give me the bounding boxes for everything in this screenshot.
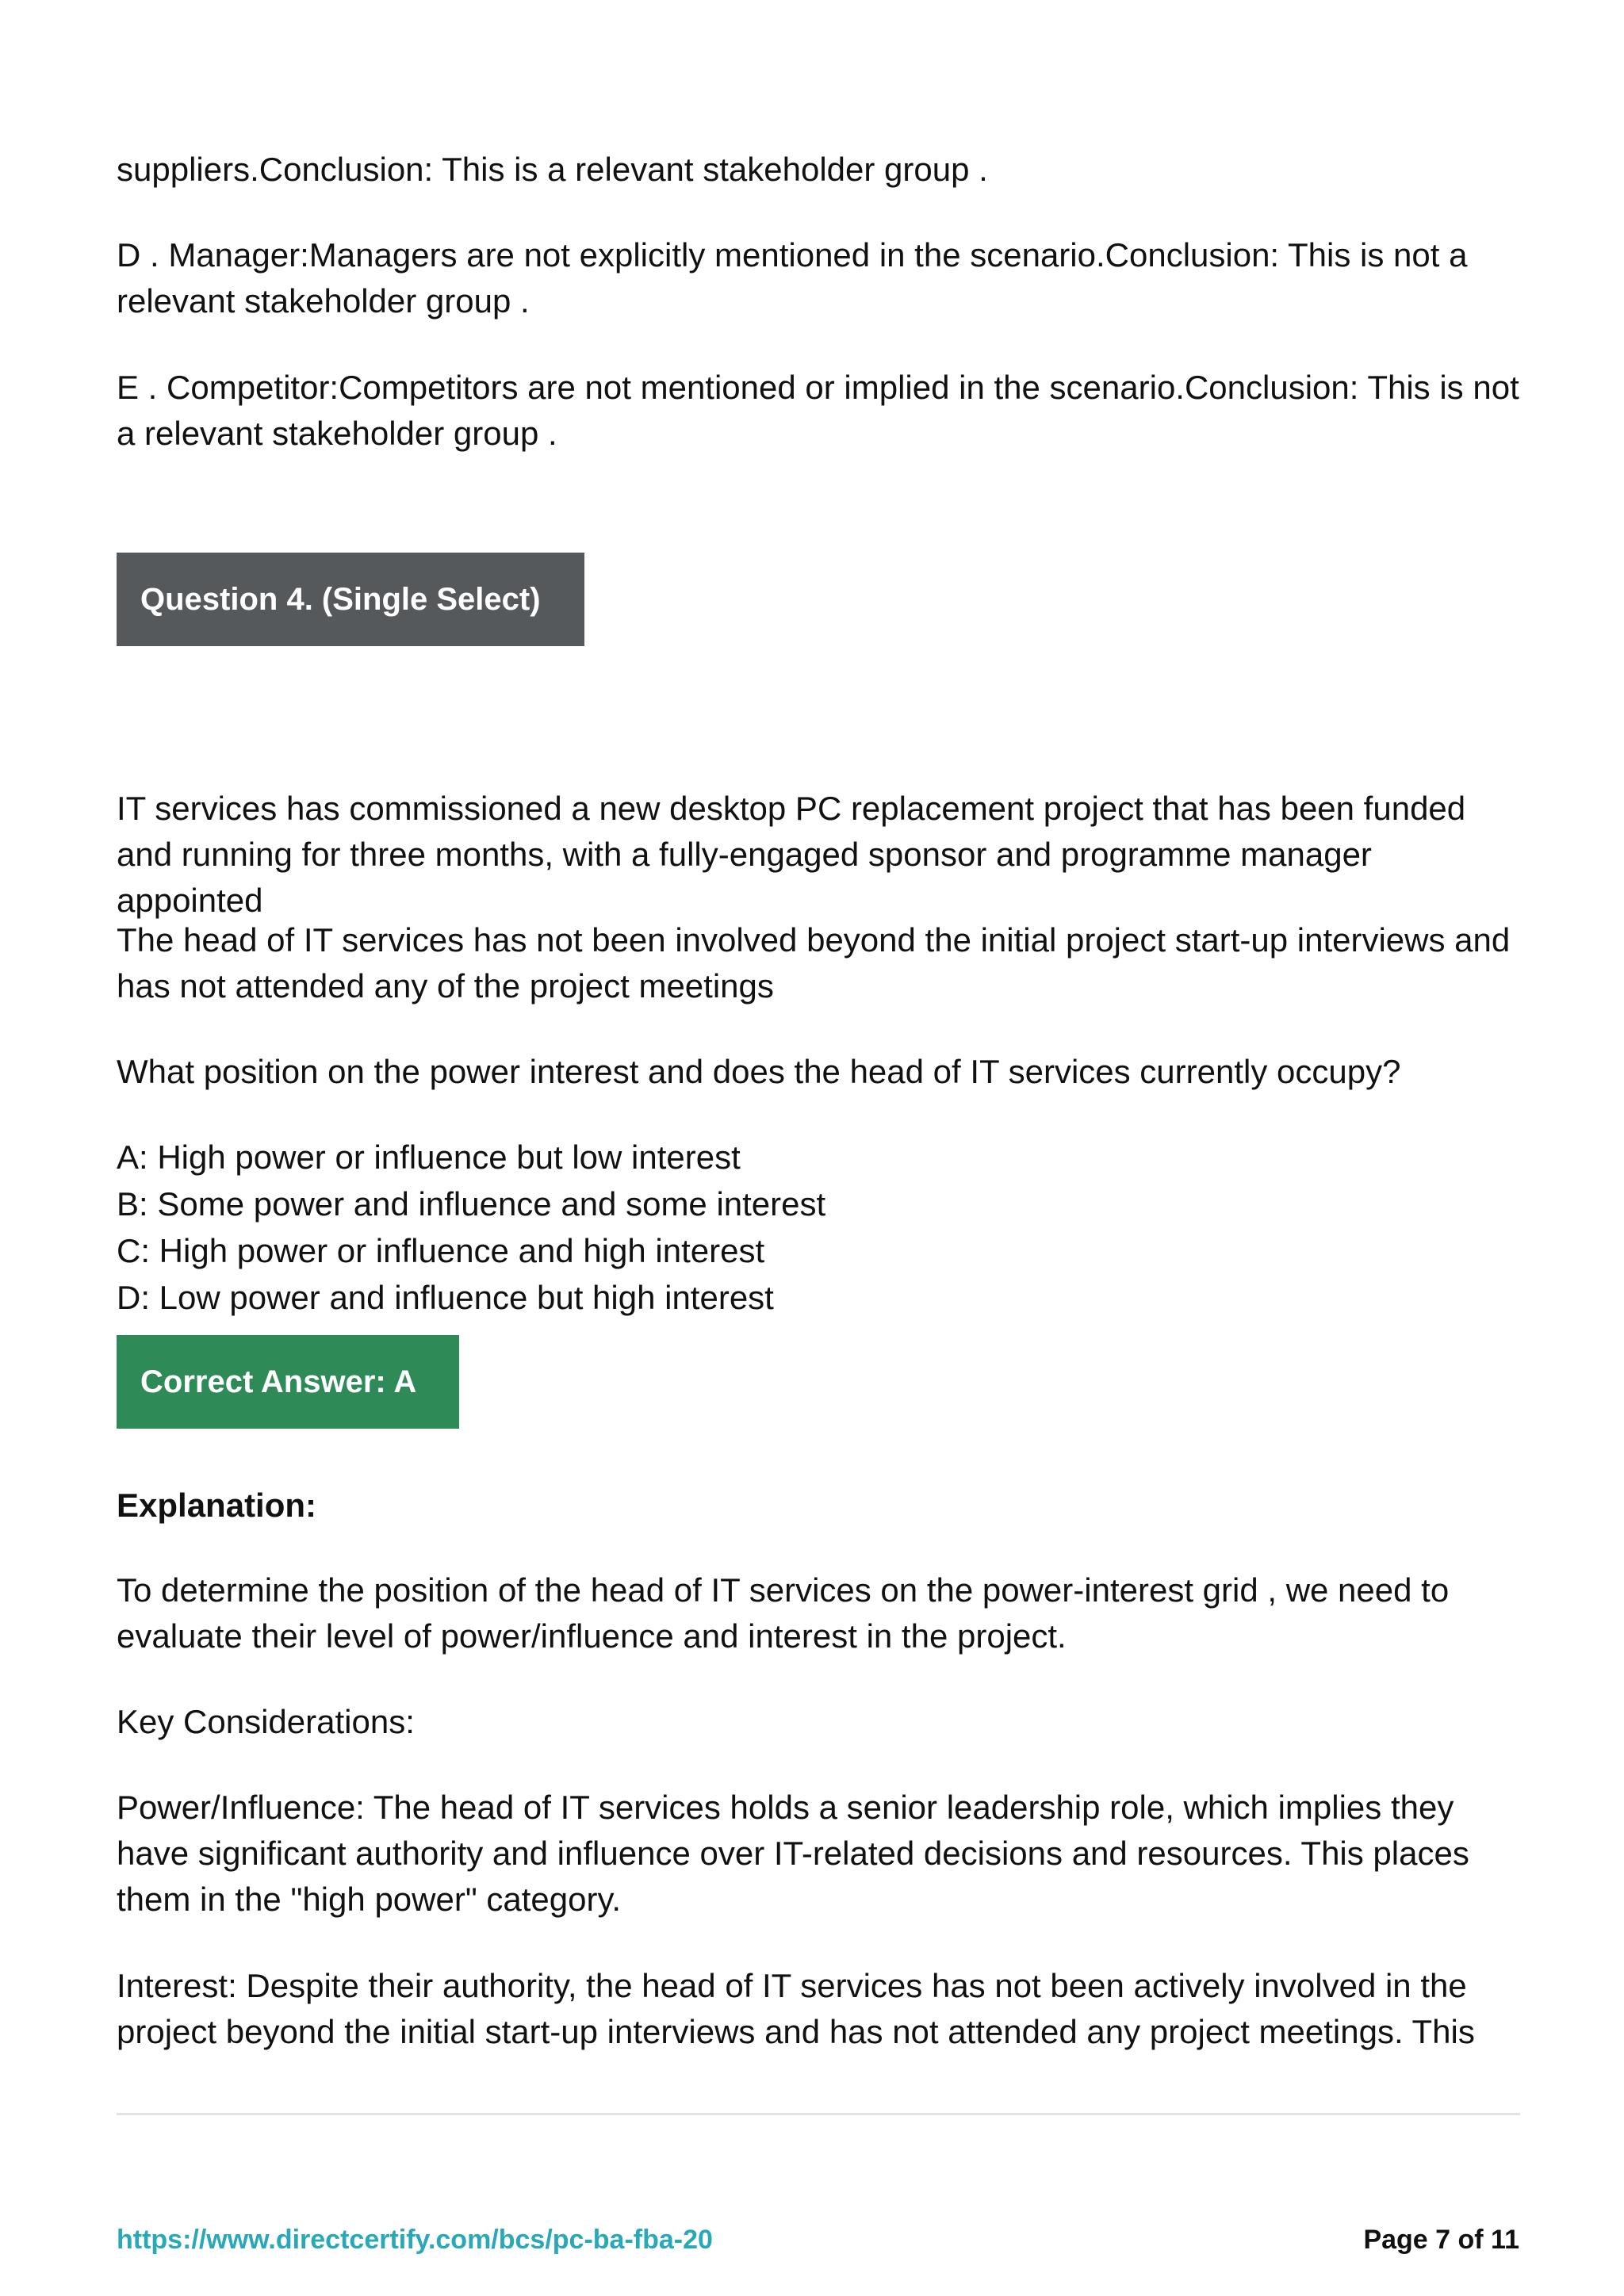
question-stem-2: The head of IT services has not been involved beyond the initial project start-up interviews and has not attended any of the project meetings xyxy=(117,921,1511,1004)
paragraph-competitor: E . Competitor:Competitors are not mentioned or implied in the scenario.Conclusion: This is not a relevant stakeholder group . xyxy=(117,369,1519,452)
option-c: C: High power or influence and high interest xyxy=(117,1232,765,1269)
paragraph-suppliers-conclusion: suppliers.Conclusion: This is a relevant stakeholder group . xyxy=(117,151,988,188)
footer-url-link[interactable]: https://www.directcertify.com/bcs/pc-ba-fba-20 xyxy=(117,2225,713,2255)
option-d: D: Low power and influence but high interest xyxy=(117,1279,774,1316)
explanation-paragraph-2: Key Considerations: xyxy=(117,1703,415,1740)
page-number: Page 7 of 11 xyxy=(1363,2225,1519,2255)
paragraph-manager: D . Manager:Managers are not explicitly mentioned in the scenario.Conclusion: This is not a relevant stakeholder group . xyxy=(117,236,1468,320)
explanation-paragraph-1: To determine the position of the head of IT services on the power-interest grid , we need to evaluate their level of power/influence and interest in the project. xyxy=(117,1571,1450,1655)
explanation-heading: Explanation: xyxy=(117,1487,317,1524)
correct-answer-badge: Correct Answer: A xyxy=(117,1335,459,1429)
question-stem-3: What position on the power interest and does the head of IT services currently occupy? xyxy=(117,1053,1401,1090)
option-a: A: High power or influence but low interest xyxy=(117,1138,741,1176)
question-badge: Question 4. (Single Select) xyxy=(117,553,584,646)
explanation-paragraph-3: Power/Influence: The head of IT services holds a senior leadership role, which implies they have significant authority and influence over IT-related decisions and resources. This places them in the "high power" category. xyxy=(117,1789,1469,1918)
explanation-paragraph-4: Interest: Despite their authority, the head of IT services has not been actively involved in the project beyond the initial start-up interviews and has not attended any project meetings. This xyxy=(117,1967,1475,2050)
question-stem-1: IT services has commissioned a new desktop PC replacement project that has been funded and running for three months, with a fully-engaged sponsor and programme manager appointed xyxy=(117,790,1466,919)
footer-divider xyxy=(117,2113,1520,2115)
option-b: B: Some power and influence and some interest xyxy=(117,1185,826,1223)
